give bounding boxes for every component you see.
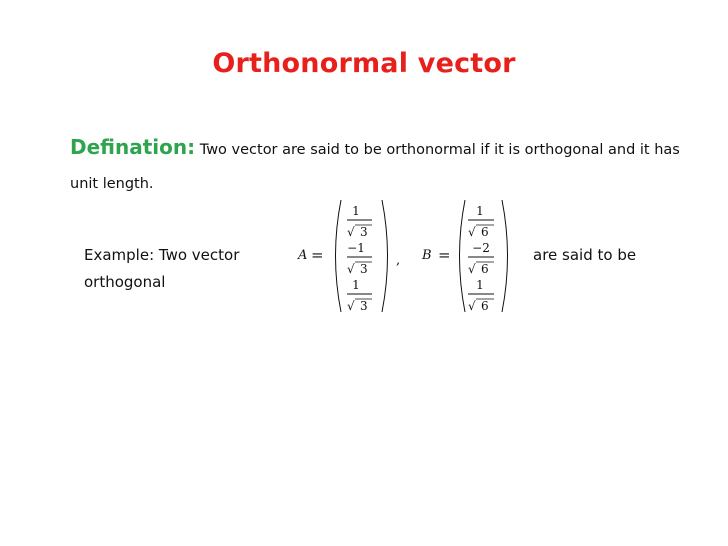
vector-a-entry-3-denominator: 3 (360, 299, 368, 313)
equals-sign-b: = (438, 246, 451, 264)
vector-a-entry-1-denominator: 3 (360, 225, 368, 239)
vector-a-right-bracket (382, 200, 388, 312)
vector-b-entry-3-sqrt: √ (468, 299, 476, 313)
slide-title: Orthonormal vector (212, 48, 516, 79)
vector-b-entry-1-denominator: 6 (481, 225, 489, 239)
vector-a-symbol: A (298, 248, 308, 263)
vector-b-entry-1-sqrt: √ (468, 225, 476, 239)
equals-sign-a: = (311, 246, 324, 264)
vector-a-entry-2-denominator: 3 (360, 262, 368, 276)
vector-a-entry-2-sqrt: √ (347, 262, 355, 276)
vector-b-right-bracket (502, 200, 508, 312)
vector-b-entry-1-numerator: 1 (476, 204, 484, 218)
vector-a-entry-2-numerator: −1 (347, 241, 365, 255)
vector-a-entry-3-sqrt: √ (347, 299, 355, 313)
vector-a-entry-1-numerator: 1 (352, 204, 360, 218)
vector-a-entry-1-sqrt: √ (347, 225, 355, 239)
vector-b-entry-2-denominator: 6 (481, 262, 489, 276)
example-lead-text: Example: Two vector (84, 246, 240, 264)
example-tail-text: are said to be (533, 246, 637, 264)
vector-b-entry-3-numerator: 1 (476, 278, 484, 292)
vector-b-entry-2-sqrt: √ (468, 262, 476, 276)
vector-b-entry-2-numerator: −2 (472, 241, 490, 255)
definition-text: Two vector are said to be orthonormal if it is orthogonal and it has unit length. (70, 142, 680, 192)
example-continuation-text: orthogonal (84, 273, 166, 291)
definition-label: Defination: (70, 135, 196, 159)
vector-b-left-bracket (460, 200, 466, 312)
vector-a-entry-3-numerator: 1 (352, 278, 360, 292)
vector-b-entry-3-denominator: 6 (481, 299, 489, 313)
vector-a-left-bracket (336, 200, 342, 312)
vector-b-symbol: B (422, 248, 432, 263)
vector-separator-comma: , (396, 253, 401, 268)
